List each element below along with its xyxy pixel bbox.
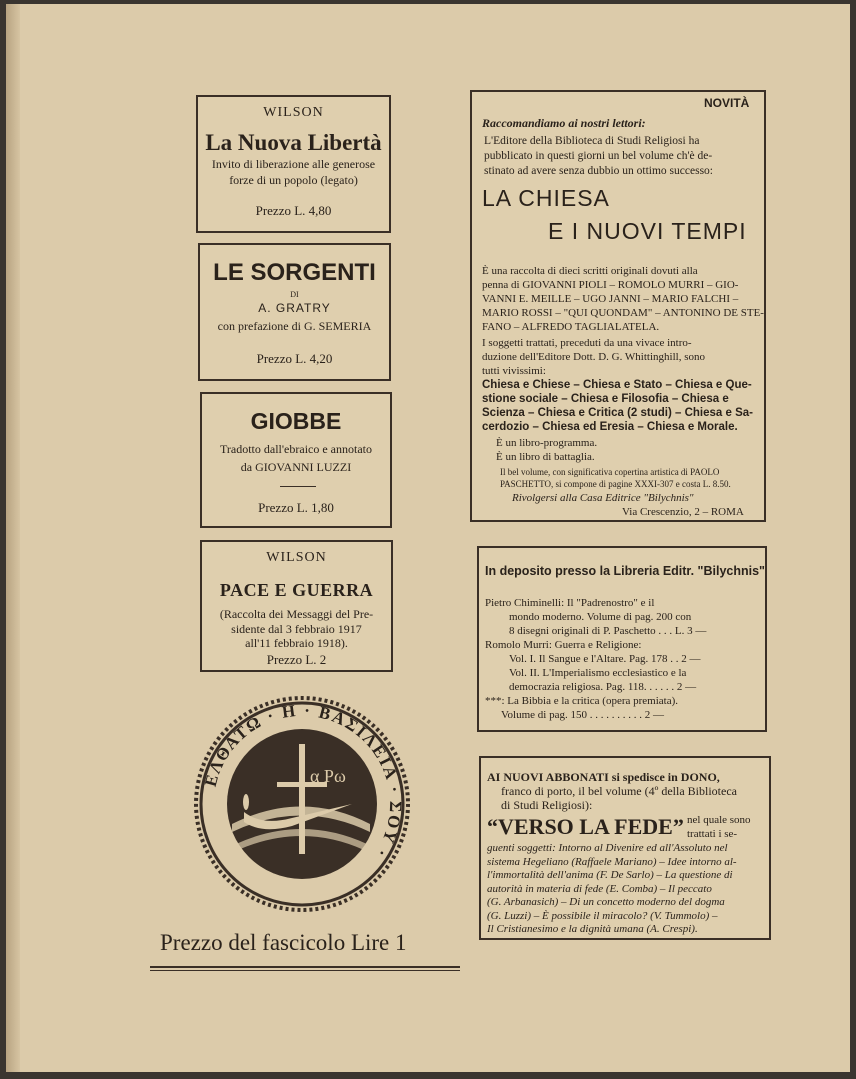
ad-deposito (477, 546, 767, 732)
abbonati-side-2: trattati i se- (687, 828, 738, 840)
contact-1: Rivolgersi alla Casa Editrice "Bilychnis" (512, 492, 694, 504)
paragraph-1: L'Editore della Biblioteca di Studi Religiosi ha pubblicato in questi giorni un bel volume ch'è de- stinato ad avere senza dubbio un ottimo successo: (484, 135, 713, 177)
deposito-heading: In deposito presso la Libreria Editr. "Bilychnis" (485, 564, 765, 578)
title-1: LA CHIESA (482, 185, 610, 211)
title-2: E I NUOVI TEMPI (548, 218, 747, 244)
price: Prezzo L. 4,80 (255, 203, 332, 218)
abbonati-side-1: nel quale sono (687, 814, 751, 826)
paragraph-3: I soggetti trattati, preceduti da una vivace intro- duzione dell'Editore Dott. D. G. Whittinghill, sono tutti vivissimi: (482, 337, 705, 377)
paragraph-2: È una raccolta di dieci scritti originali dovuti alla penna di GIOVANNI PIOLI – ROMOLO MURRI – GIO- VANNI E. MEILLE – UGO JANNI – MARIO FALCHI – MARIO ROSSI – "QUI QUONDAM" – ANTONINO DE STE- FANO – ALFREDO TAGLIALATELA. (482, 265, 764, 333)
ad-giobbe (200, 392, 392, 528)
seal-letters: α Ρω (310, 766, 346, 786)
subtitle-1: Tradotto dall'ebraico e annotato (219, 442, 372, 456)
ad-la-chiesa (470, 90, 766, 522)
title: LE SORGENTI (213, 259, 376, 286)
price: Prezzo L. 4,20 (256, 351, 333, 366)
abbonati-intro: AI NUOVI ABBONATI si spedisce in DONO, franco di porto, il bel volume (4º della Biblioteca di Studi Religiosi): (487, 770, 737, 812)
deposito-list: Pietro Chiminelli: Il "Padrenostro" e il mondo moderno. Volume di pag. 200 con 8 disegni originali di P. Paschetto . . . L. 3 — Romolo Murri: Guerra e Religione: Vol. I. Il Sangue e l'Altare. Pag. 178 . . 2 — Vol. II. L'Imperialismo ecclesiastico e la democrazia religiosa. Pag. 118. . . . . . 2 — ***: La Bibbia e la critica (opera premiata). Volume di pag. 150 . . . . . . . . . . 2 — (485, 597, 707, 721)
author: WILSON (266, 550, 327, 565)
paragraph-6: Il bel volume, con significativa copertina artistica di PAOLO PASCHETTO, si compone di pagine XXXI-307 e costa L. 8.50. (500, 467, 731, 489)
abbonati-topics: guenti soggetti: Intorno al Divenire ed all'Assoluto nel sistema Hegeliano (Raffaele Mariano) – Idee intorno al- l'immortalità dell'anima (F. De Sarlo) – La questione di autorità in materia di fede (E. Comba) – Il peccato (G. Arbanasich) – Di un concetto moderno del dogma (G. Luzzi) – È possibile il miracolo? (V. Tummolo) – Il Cristianesimo e la dignità umana (A. Crespi). (487, 842, 737, 935)
title: GIOBBE (250, 408, 342, 434)
subtitle-2: forze di un popolo (legato) (229, 173, 358, 187)
line-2: sidente dal 3 febbraio 1917 (231, 622, 362, 636)
subtitle-2: da GIOVANNI LUZZI (240, 460, 352, 474)
title: PACE E GUERRA (219, 580, 374, 600)
author: WILSON (263, 105, 324, 120)
svg-text:ΕΛΘΑΤΩ · Η · ΒΑΣΙΛΕΙΑ · ΣΟΥ · (201, 701, 405, 862)
ad-le-sorgenti (198, 243, 391, 381)
abbonati-title: “VERSO LA FEDE” (487, 814, 684, 839)
ad-la-nuova-liberta (196, 95, 391, 233)
price: Prezzo L. 1,80 (258, 500, 334, 515)
intro: Raccomandiamo ai nostri lettori: (482, 116, 646, 130)
line-1: (Raccolta dei Messaggi del Pre- (219, 607, 374, 621)
footer-price: Prezzo del fascicolo Lire 1 (160, 930, 407, 955)
seal-ring-text: ΕΛΘΑΤΩ · Η · ΒΑΣΙΛΕΙΑ · ΣΟΥ · (200, 700, 406, 863)
contact-2: Via Crescenzio, 2 – ROMA (622, 506, 744, 518)
paragraph-5: È un libro-programma. È un libro di battaglia. (496, 437, 598, 463)
price: Prezzo L. 2 (266, 652, 327, 667)
ad-pace-e-guerra (200, 540, 393, 672)
publisher-seal (192, 694, 412, 914)
preface: con prefazione di G. SEMERIA (217, 319, 372, 333)
line-3: all'11 febbraio 1918). (245, 636, 348, 650)
subtitle-1: Invito di liberazione alle generose (211, 157, 376, 171)
author: A. GRATRY (258, 301, 331, 315)
paragraph-topics: Chiesa e Chiese – Chiesa e Stato – Chiesa e Que- stione sociale – Chiesa e Filosofia – Chiesa e Scienza – Chiesa e Critica (2 studi) – Chiesa e Sa- cerdozio – Chiesa ed Eresia – Chiesa e Morale. (482, 379, 753, 433)
title: La Nuova Libertà (205, 130, 382, 155)
di: DI (290, 290, 299, 299)
spine (6, 4, 20, 1072)
novita-tag: NOVITÀ (704, 96, 750, 110)
ad-abbonati (479, 756, 771, 940)
